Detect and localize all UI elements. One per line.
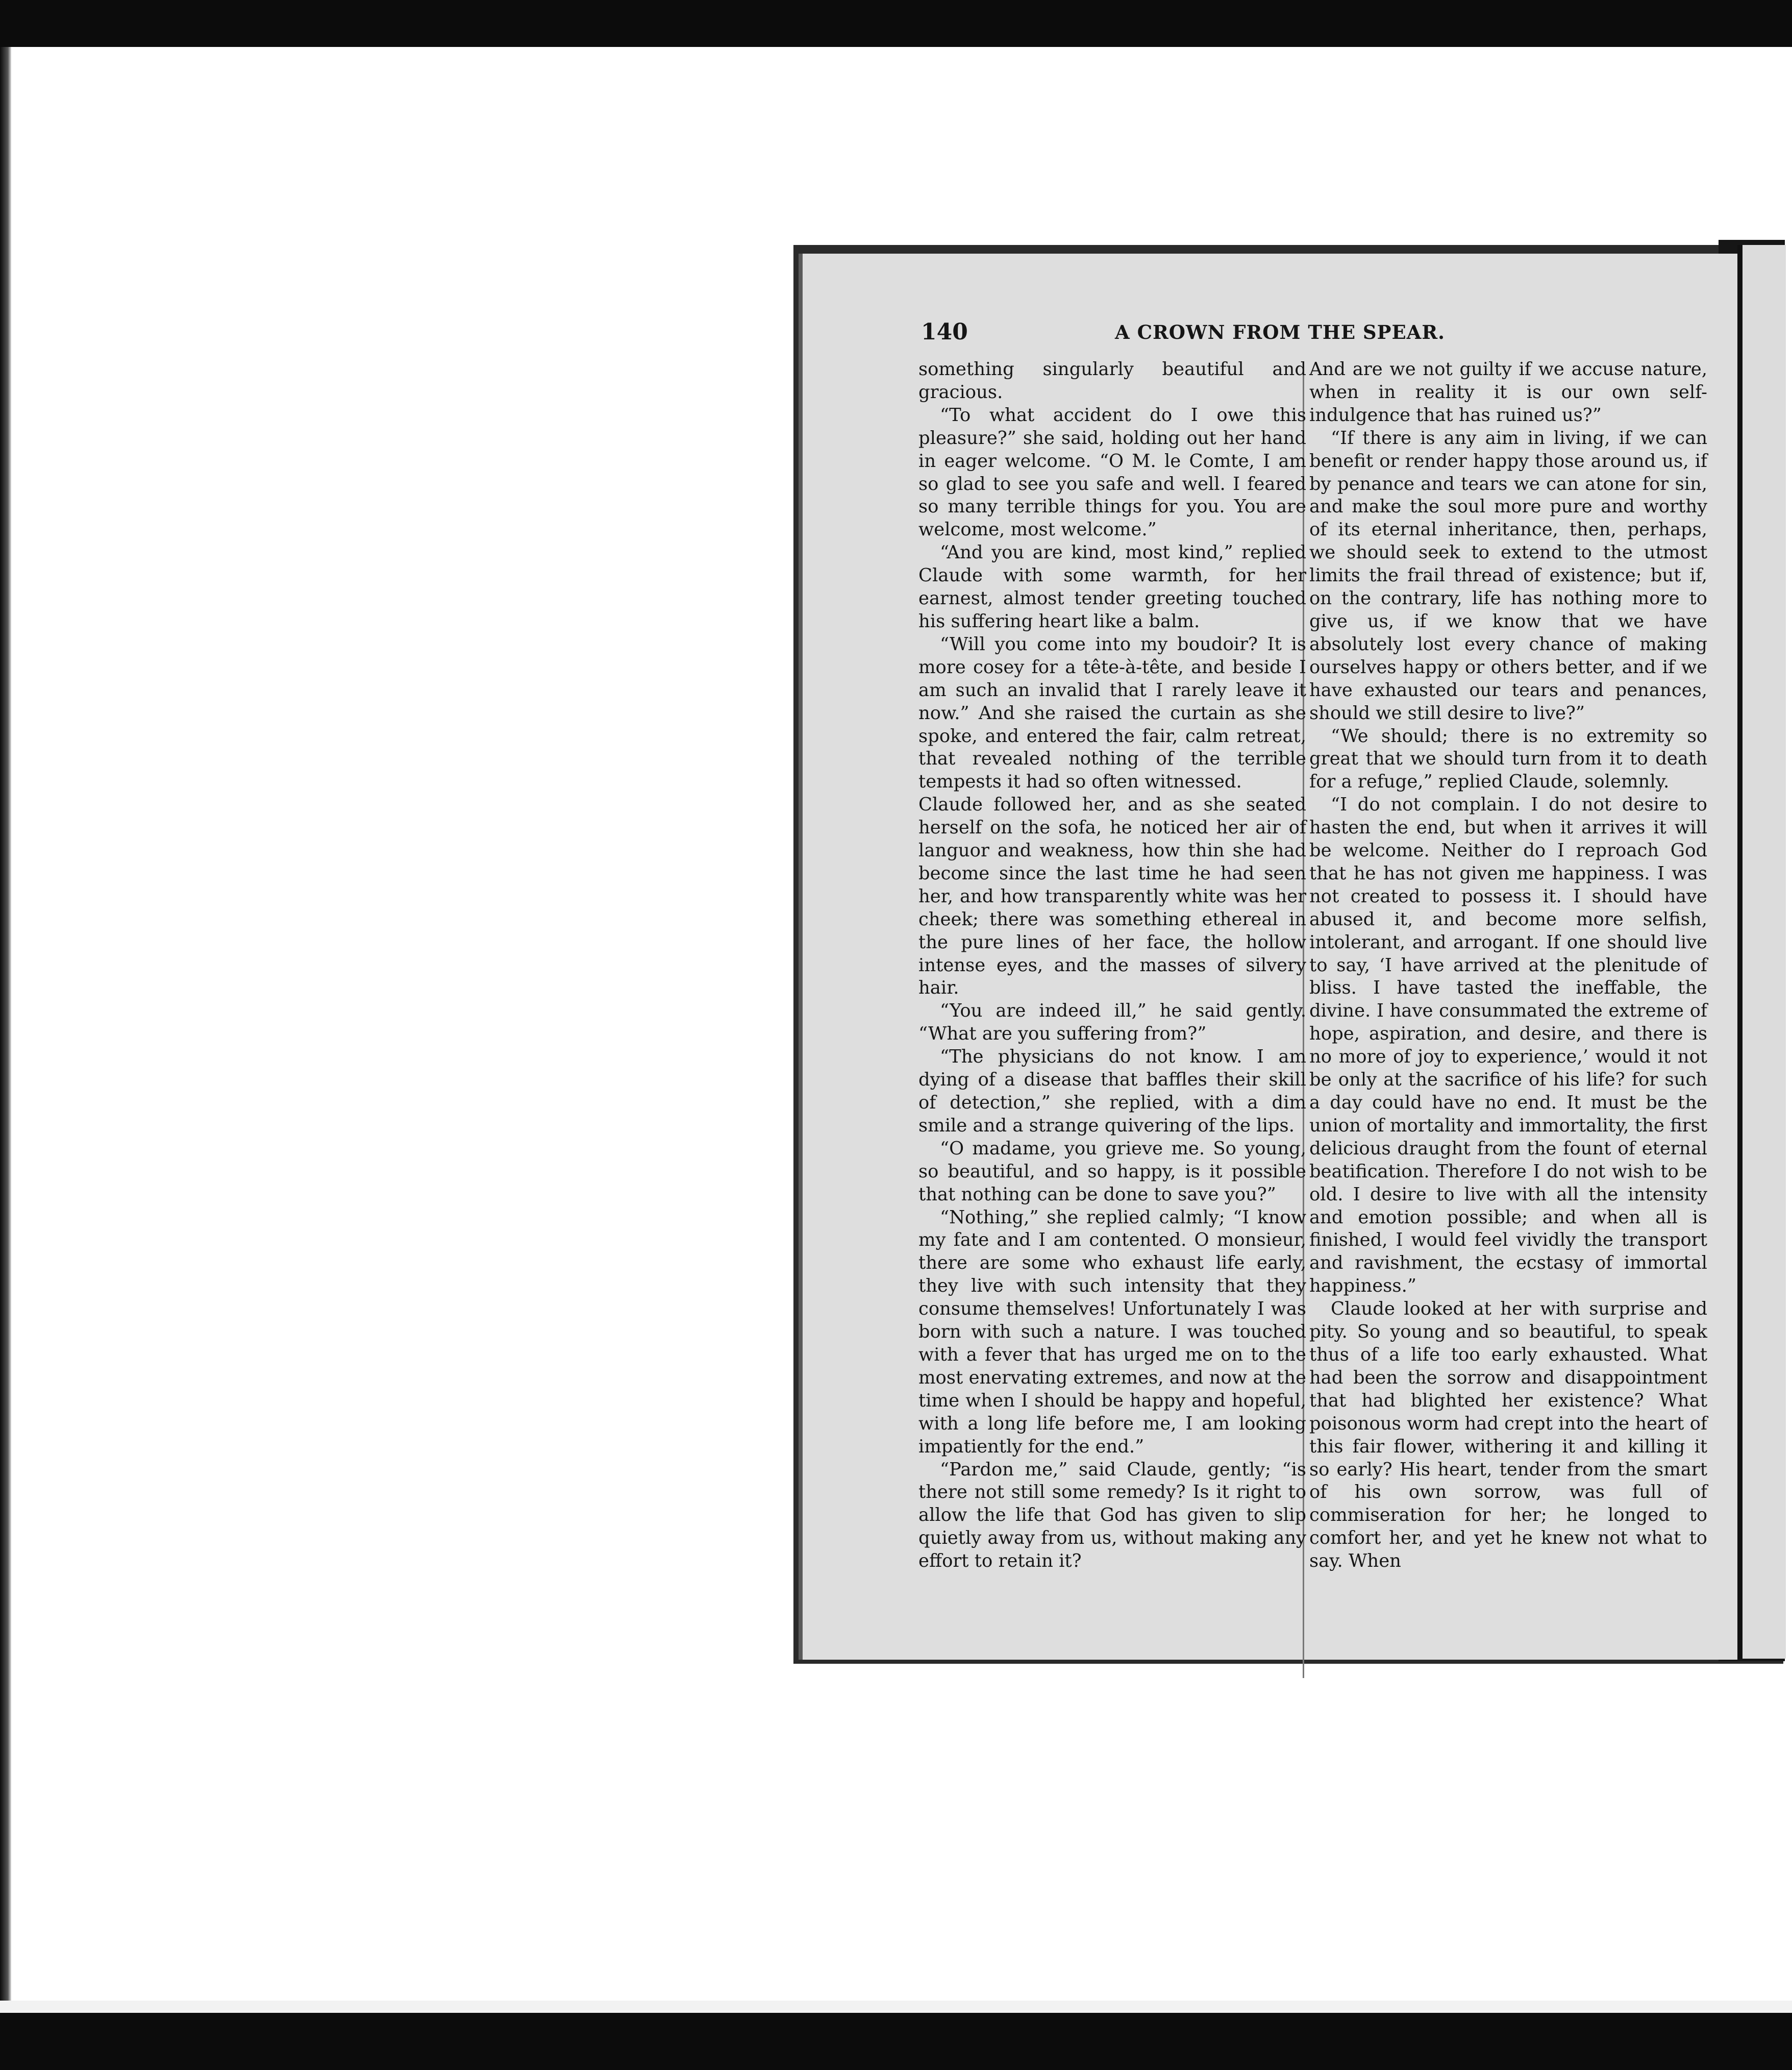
scan-border-bottom <box>0 2013 1792 2070</box>
paragraph: “The physicians do not know. I am dying of a disease that baffles their skill of detection,” she replied, with a dim smile and a strange quivering of the lips. <box>918 1046 1306 1136</box>
left-text-column <box>918 358 1306 1685</box>
paragraph: “You are indeed ill,” he said gently. “What are you suffering from?” <box>918 1000 1306 1045</box>
paragraph: “Nothing,” she replied calmly; “I know my fate and I am contented. O monsieur, there are some who exhaust life early, they live with such intensity that they consume themselves! Unfortunately I was born with such a nature. I was touched with a fever that has urged me on to the most enervating extremes, and now at the time when I should be happy and hopeful, with a long life before me, I am looking impatiently for the end.” <box>918 1206 1306 1457</box>
paragraph: Claude followed her, and as she seated herself on the sofa, he noticed her air of languor and weakness, how thin she had become since the last time he had seen her, and how transparently white was her cheek; there was something ethereal in the pure lines of her face, the hollow intense eyes, and the masses of silvery hair. <box>918 794 1306 999</box>
paragraph: “Pardon me,” said Claude, gently; “is there not still some remedy? Is it right to allow the life that God has given to slip quietly away from us, without making any effort to retain it? <box>918 1459 1306 1572</box>
running-head: A CROWN FROM THE SPEAR. <box>1115 321 1446 343</box>
paragraph: “I do not complain. I do not desire to hasten the end, but when it arrives it will be welcome. Neither do I reproach God that he has not given me happiness. I was not created to possess it. I should have abused it, and become more selfish, intolerant, and arrogant. If one should live to say, ‘I have arrived at the plenitude of bliss. I have tasted the ineffable, the divine. I have consummated the extreme of hope, aspiration, and desire, and there is no more of joy to experience,’ would it not be only at the sacrifice of his life? for such a day could have no end. It must be the union of mortality and immortality, the first delicious draught from the fount of eternal beatification. Therefore I do not wish to be old. I desire to live with all the intensity and emotion possible; and when all is finished, I would feel vividly the transport and ravishment, the ecstasy of immortal happiness.” <box>1309 794 1707 1297</box>
paragraph: Claude looked at her with surprise and pity. So young and so beautiful, to speak thus of a life too early exhausted. What had been the sorrow and disappointment that had blighted her existence? What poisonous worm had crept into the heart of this fair flower, withering it and killing it so early? His heart, tender from the smart of his own sorrow, was full of commiseration for her; he longed to comfort her, and yet he knew not what to say. When <box>1309 1298 1707 1572</box>
scan-border-left <box>0 47 11 2013</box>
scan-margin-bottom <box>0 2001 1792 2013</box>
paragraph: “We should; there is no extremity so great that we should turn from it to death for a refuge,” replied Claude, solemnly. <box>1309 725 1707 793</box>
scan-border-top <box>0 0 1792 47</box>
right-text-column <box>1309 358 1707 1685</box>
paragraph: “If there is any aim in living, if we can benefit or render happy those around us, if by penance and tears we can atone for sin, and make the soul more pure and worthy of its eternal inheritance, then, perhaps, we should seek to extend to the utmost limits the frail thread of existence; but if, on the contrary, life has nothing more to give us, if we know that we have absolutely lost every chance of making ourselves happy or others better, and if we have exhausted our tears and penances, should we still desire to live?” <box>1309 427 1707 724</box>
paragraph: something singularly beautiful and gracious. <box>918 359 1306 403</box>
paragraph: “Will you come into my boudoir? It is more cosey for a tête-à-tête, and beside I am such an invalid that I rarely leave it now.” And she raised the curtain as she spoke, and entered the fair, calm retreat, that revealed nothing of the terrible tempests it had so often witnessed. <box>918 633 1306 793</box>
paragraph: “O madame, you grieve me. So young, so beautiful, and so happy, is it possible that nothing can be done to save you?” <box>918 1138 1306 1205</box>
paragraph: “And you are kind, most kind,” replied Claude with some warmth, for her earnest, almost tender greeting touched his suffering heart like a balm. <box>918 542 1306 632</box>
paragraph: And are we not guilty if we accuse nature, when in reality it is our own self-indulgence that has ruined us?” <box>1309 359 1707 426</box>
page-header <box>921 319 1712 350</box>
paragraph: “To what accident do I owe this pleasure?” she said, holding out her hand in eager welcome. “O M. le Comte, I am so glad to see you safe and well. I feared so many terrible things for you. You are welcome, most welcome.” <box>918 404 1306 540</box>
facing-page-edge <box>1737 245 1786 1659</box>
page-number: 140 <box>921 319 968 345</box>
